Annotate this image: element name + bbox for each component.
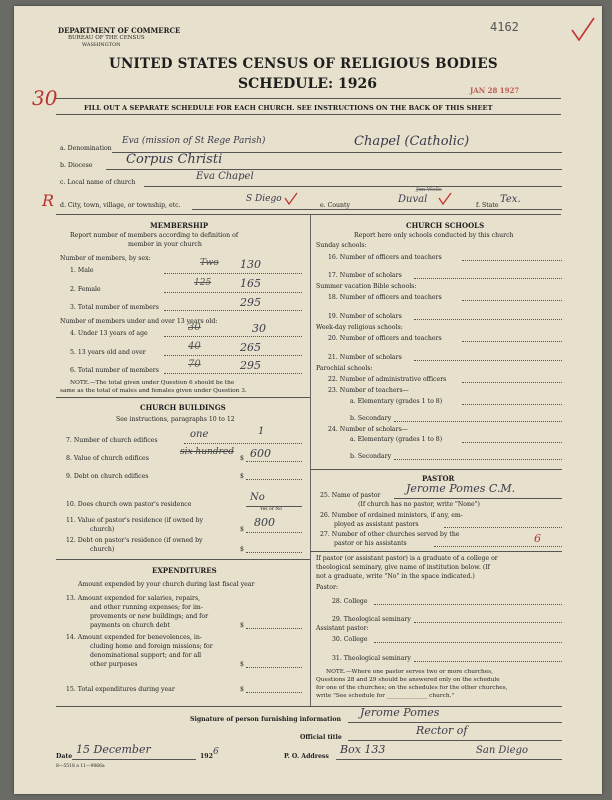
q24b-label: b. Secondary — [350, 453, 392, 460]
q5-value[interactable]: 265 — [240, 341, 261, 354]
received-stamp: JAN 28 1927 — [470, 86, 520, 95]
q5-label: 5. 13 years old and over — [70, 349, 146, 356]
q17-label: 17. Number of scholars — [328, 272, 402, 279]
pastor-sub-label: Pastor: — [316, 584, 339, 591]
q12-label-2: church) — [90, 546, 115, 553]
q27-label-2: pastor or his assistants — [334, 540, 407, 547]
q7-number[interactable]: 1 — [258, 426, 265, 437]
county-label: e. County — [320, 202, 351, 209]
signature-label: Signature of person furnishing information — [190, 716, 341, 723]
q16-label: 16. Number of officers and teachers — [328, 254, 442, 261]
q25-value[interactable]: Jerome Pomes C.M. — [406, 482, 516, 495]
bureau-label: BUREAU OF THE CENSUS — [68, 35, 145, 41]
q31-label: 31. Theological seminary — [332, 655, 411, 662]
po-address-label: P. O. Address — [284, 753, 329, 760]
q24a-label: a. Elementary (grades 1 to 8) — [350, 436, 443, 443]
pastor-heading: PASTOR — [422, 474, 455, 483]
dollar-sign: $ — [240, 526, 244, 533]
city-label: WASHINGTON — [82, 42, 121, 48]
county-value[interactable]: Duval — [398, 194, 428, 205]
pastor-note-3: for one of the churches; on the schedules for the other churches, — [316, 685, 508, 691]
official-title-value[interactable]: Rector of — [416, 724, 468, 737]
instruction-line: FILL OUT A SEPARATE SCHEDULE FOR EACH CHURCH. SEE INSTRUCTIONS ON THE BACK OF THIS SHEET — [84, 104, 493, 112]
q14-line-2: cluding home and foreign missions; for — [90, 643, 213, 650]
q5-strike: 40 — [188, 341, 201, 352]
po-address-value[interactable]: Box 133 — [340, 743, 386, 756]
weekday-schools-label: Week-day religious schools: — [316, 324, 403, 331]
dollar-sign: $ — [240, 661, 244, 668]
q23-label: 23. Number of teachers— — [328, 387, 409, 394]
dollar-sign: $ — [240, 546, 244, 553]
q1-value[interactable]: 130 — [240, 258, 261, 271]
q27-value[interactable]: 6 — [534, 532, 541, 545]
age-intro: Number of members under and over 13 years old: — [60, 318, 218, 325]
summer-schools-label: Summer vacation Bible schools: — [316, 283, 417, 290]
q29-label: 29. Theological seminary — [332, 616, 411, 623]
local-name-value[interactable]: Eva Chapel — [196, 171, 254, 182]
q26-label-1: 26. Number of ordained ministers, if any, em- — [320, 512, 463, 519]
buildings-intro: See instructions, paragraphs 10 to 12 — [116, 416, 235, 423]
q23a-label: a. Elementary (grades 1 to 8) — [350, 398, 443, 405]
q2-value[interactable]: 165 — [240, 277, 261, 290]
graduate-text-1: If pastor (or assistant pastor) is a graduate of a college or — [316, 555, 498, 562]
q15-label: 15. Total expenditures during year — [66, 686, 175, 693]
official-title-label: Official title — [300, 734, 342, 741]
by-sex-label: Number of members, by sex: — [60, 255, 151, 262]
pastor-note-4: write "See schedule for ______________ church." — [316, 693, 455, 699]
q24-label: 24. Number of scholars— — [328, 426, 408, 433]
expenditures-heading: EXPENDITURES — [152, 566, 217, 575]
q28-label: 28. College — [332, 598, 368, 605]
census-form — [14, 6, 602, 794]
q11-value[interactable]: 800 — [254, 516, 275, 529]
q6-label: 6. Total number of members — [70, 367, 159, 374]
q13-line-3: provements or new buildings; and for — [90, 613, 209, 620]
q9-label: 9. Debt on church edifices — [66, 473, 149, 480]
q13-line-4: payments on church debt — [90, 622, 170, 629]
q12-label-1: 12. Debt on pastor's residence (if owned by — [66, 537, 203, 544]
diocese-label: b. Diocese — [60, 162, 93, 169]
red-checkmark-icon — [438, 192, 452, 206]
schools-intro: Report here only schools conducted by this church — [354, 232, 514, 239]
q4-label: 4. Under 13 years of age — [70, 330, 148, 337]
year-label: 192 — [200, 753, 213, 760]
state-value[interactable]: Tex. — [500, 194, 521, 205]
q14-line-1: 14. Amount expended for benevolences, in- — [66, 634, 202, 641]
date-value[interactable]: 15 December — [76, 743, 151, 756]
denomination-value[interactable]: Eva (mission of St Rege Parish) — [122, 136, 266, 146]
q10-label: 10. Does church own pastor's residence — [66, 501, 192, 508]
q2-strike: 125 — [194, 278, 212, 288]
dollar-sign: $ — [240, 622, 244, 629]
graduate-text-2: theological seminary, give name of institution below. (If — [316, 564, 490, 571]
q3-value[interactable]: 295 — [240, 296, 261, 309]
q2-label: 2. Female — [70, 286, 101, 293]
pastor-note-1: NOTE.—Where one pastor serves two or more churches, — [326, 669, 493, 675]
assistant-pastor-label: Assistant pastor: — [316, 625, 369, 632]
q8-value[interactable]: six hundred — [180, 447, 234, 457]
diocese-value[interactable]: Corpus Christi — [126, 152, 223, 167]
dollar-sign: $ — [240, 473, 244, 480]
margin-number: 30 — [32, 86, 58, 110]
q11-label-2: church) — [90, 526, 115, 533]
q14-line-3: denominational support; and for all — [90, 652, 202, 659]
q7-label: 7. Number of church edifices — [66, 437, 158, 444]
q27-label-1: 27. Number of other churches served by the — [320, 531, 460, 538]
q11-label-1: 11. Value of pastor's residence (if owned by — [66, 517, 203, 524]
q4-value[interactable]: 30 — [252, 322, 266, 335]
dollar-sign: $ — [240, 686, 244, 693]
q22-label: 22. Number of administrative officers — [328, 376, 447, 383]
q6-value[interactable]: 295 — [240, 359, 261, 372]
q19-label: 19. Number of scholars — [328, 313, 402, 320]
po-city-value[interactable]: San Diego — [476, 745, 528, 756]
schedule-title: SCHEDULE: 1926 — [238, 76, 378, 92]
city-label: d. City, town, village, or township, etc. — [60, 202, 181, 209]
dollar-sign: $ — [240, 455, 244, 462]
q3-label: 3. Total number of members — [70, 304, 159, 311]
membership-note-1: NOTE.—The total given under Question 6 should be the — [70, 380, 235, 386]
q23b-label: b. Secondary — [350, 415, 392, 422]
margin-letter: R — [42, 191, 55, 210]
expenditures-intro: Amount expended by your church during last fiscal year — [78, 581, 255, 588]
form-number: 4162 — [490, 20, 519, 34]
q30-label: 30. College — [332, 636, 368, 643]
county-strike: Jim Wells — [416, 187, 442, 193]
q13-line-2: and other running expenses; for im- — [90, 604, 203, 611]
q26-label-2: ployed as assistant pastors — [334, 521, 419, 528]
denomination-label: a. Denomination — [60, 145, 112, 152]
form-title: UNITED STATES CENSUS OF RELIGIOUS BODIES — [109, 56, 498, 72]
parochial-schools-label: Parochial schools: — [316, 365, 373, 372]
q10-hint: Yes or No — [260, 507, 282, 512]
printer-code: 8—5518 a 11—9066a — [56, 764, 105, 769]
pastor-note-2: Questions 28 and 29 should be answered only on the schedule — [316, 677, 500, 683]
q20-label: 20. Number of officers and teachers — [328, 335, 442, 342]
denomination-value-2[interactable]: Chapel (Catholic) — [354, 134, 470, 149]
q8-label: 8. Value of church edifices — [66, 455, 149, 462]
membership-heading: MEMBERSHIP — [150, 221, 209, 230]
red-checkmark-icon — [284, 192, 298, 206]
q6-strike: 70 — [188, 359, 201, 370]
q14-line-4: other purposes — [90, 661, 138, 668]
q1-label: 1. Male — [70, 267, 94, 274]
q18-label: 18. Number of officers and teachers — [328, 294, 442, 301]
q25-hint: (If church has no pastor, write "None") — [358, 501, 480, 508]
schools-heading: CHURCH SCHOOLS — [406, 221, 485, 230]
year-value[interactable]: 6 — [213, 747, 219, 757]
date-label: Date — [56, 753, 73, 760]
q1-strike: Two — [200, 258, 219, 268]
membership-intro-2: member in your church — [128, 241, 202, 248]
department-label: DEPARTMENT OF COMMERCE — [58, 26, 181, 35]
local-name-label: c. Local name of church — [60, 179, 136, 186]
q4-strike: 30 — [188, 322, 201, 333]
q21-label: 21. Number of scholars — [328, 354, 402, 361]
q25-label: 25. Name of pastor — [320, 492, 381, 499]
membership-intro-1: Report number of members according to definition of — [70, 232, 239, 239]
signature-value[interactable]: Jerome Pomes — [360, 706, 440, 719]
membership-note-2: same as the total of males and females given under Question 3. — [60, 388, 247, 394]
q13-line-1: 13. Amount expended for salaries, repairs, — [66, 595, 201, 602]
buildings-heading: CHURCH BUILDINGS — [140, 403, 226, 412]
state-label: f. State — [476, 202, 499, 209]
city-value[interactable]: S Diego — [246, 194, 282, 204]
q10-value[interactable]: No — [250, 492, 265, 503]
red-checkmark-icon — [570, 16, 596, 44]
graduate-text-3: not a graduate, write "No" in the space indicated.) — [316, 573, 475, 580]
q7-value[interactable]: one — [190, 429, 209, 440]
sunday-schools-label: Sunday schools: — [316, 242, 367, 249]
q8-number[interactable]: 600 — [250, 447, 271, 460]
